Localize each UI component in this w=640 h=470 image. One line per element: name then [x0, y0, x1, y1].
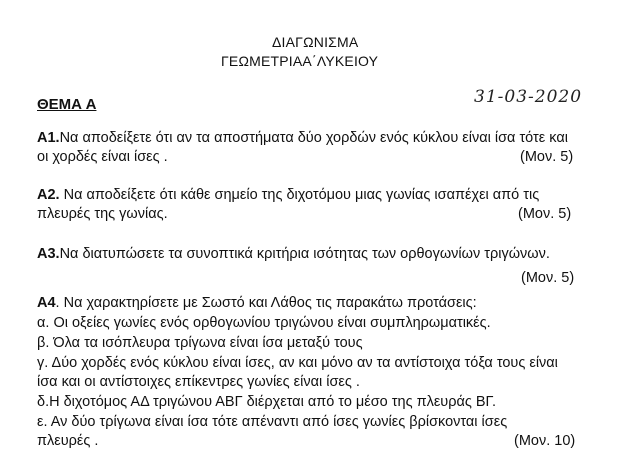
question-a1-label: Α1. — [37, 130, 60, 146]
section-title: ΘΕΜΑ Α — [37, 96, 97, 113]
question-a3-points: (Μον. 5) — [521, 270, 575, 286]
question-a1-points: (Μον. 5) — [520, 149, 574, 165]
handwritten-date: 31-03-2020 — [474, 87, 583, 107]
question-a2-line2: πλευρές της γωνίας. — [37, 206, 168, 222]
question-a2-line1 — [37, 186, 539, 204]
question-a4-intro — [37, 294, 477, 312]
question-a2-points: (Μον. 5) — [518, 206, 572, 222]
statement-a: α. Οι οξείες γωνίες ενός ορθογωνίου τριγώνου είναι συμπληρωματικές. — [37, 315, 491, 331]
question-a2-label: Α2. — [37, 187, 60, 203]
question-a3-line1 — [37, 245, 550, 263]
question-a4-text: . Να χαρακτηρίσετε με Σωστό και Λάθος τις παρακάτω προτάσεις: — [55, 295, 477, 311]
question-a3-label: Α3. — [37, 246, 60, 262]
statement-c-line2: ίσα και οι αντίστοιχες επίκεντρες γωνίες είναι ίσες . — [37, 374, 360, 390]
question-a4-label: Α4 — [37, 295, 56, 311]
statement-e-line2: πλευρές . — [37, 433, 99, 449]
statement-d: δ.Η διχοτόμος ΑΔ τριγώνου ΑΒΓ διέρχεται από το μέσο της πλευράς ΒΓ. — [37, 394, 496, 410]
question-a1-line2: οι χορδές είναι ίσες . — [37, 149, 168, 165]
statement-b: β. Όλα τα ισόπλευρα τρίγωνα είναι ίσα μεταξύ τους — [37, 335, 363, 351]
statement-e-line1: ε. Αν δύο τρίγωνα είναι ίσα τότε απέναντι από ίσες γωνίες βρίσκονται ίσες — [37, 414, 508, 430]
question-a2-text: Να αποδείξετε ότι κάθε σημείο της διχοτόμου μιας γωνίας ισαπέχει από τις — [59, 187, 540, 203]
question-a3-text: Να διατυπώσετε τα συνοπτικά κριτήρια ισότητας των ορθογωνίων τριγώνων. — [59, 246, 550, 262]
question-a4-points: (Μον. 10) — [514, 433, 576, 449]
statement-c-line1: γ. Δύο χορδές ενός κύκλου είναι ίσες, αν και μόνο αν τα αντίστοιχα τόξα τους είναι — [37, 355, 558, 371]
exam-subtitle: ΓΕΩΜΕΤΡΙΑΑ΄ΛΥΚΕΙΟΥ — [221, 53, 379, 69]
question-a1-line1 — [37, 129, 568, 147]
exam-title: ΔΙΑΓΩΝΙΣΜΑ — [272, 34, 359, 50]
question-a1-text: Να αποδείξετε ότι αν τα αποστήματα δύο χορδών ενός κύκλου είναι ίσα τότε και — [59, 130, 568, 146]
